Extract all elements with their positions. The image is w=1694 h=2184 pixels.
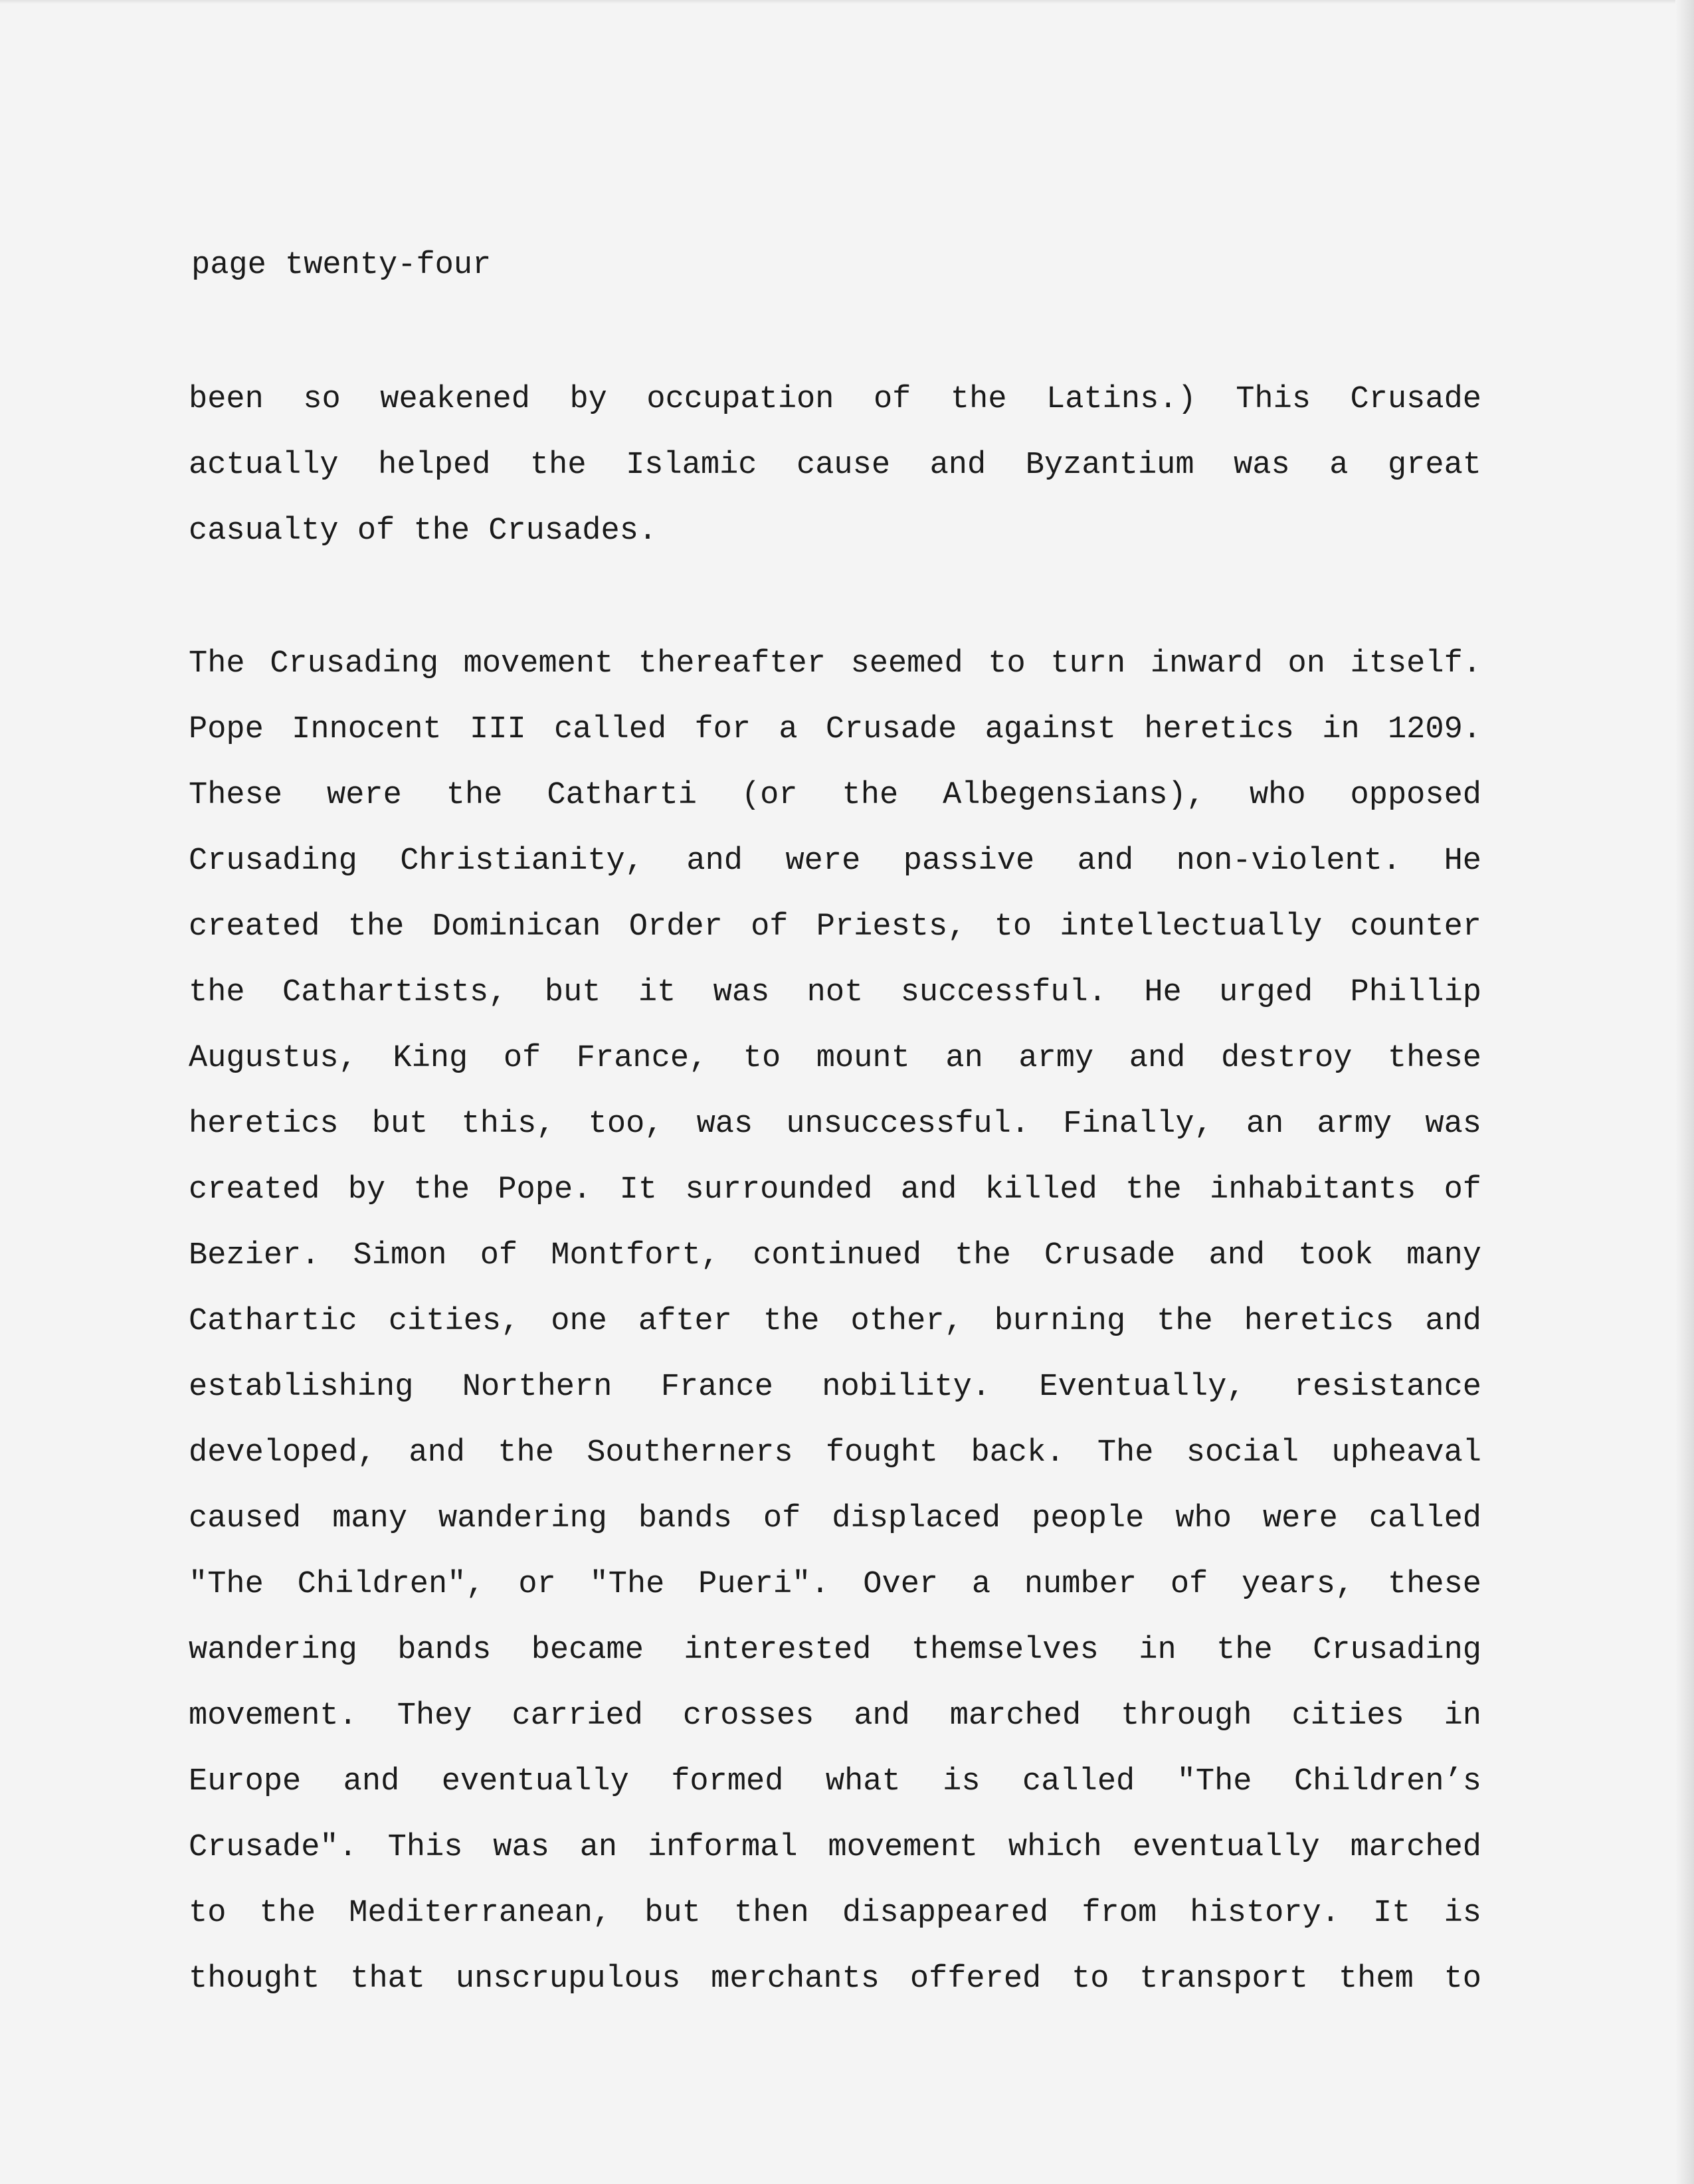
text-line: The Crusading movement thereafter seemed to turn inward on itself. xyxy=(189,646,1481,682)
text-line: developed, and the Southerners fought back. The social upheaval xyxy=(189,1435,1481,1471)
text-line: the Cathartists, but it was not successful. He urged Phillip xyxy=(189,975,1481,1010)
text-line: establishing Northern France nobility. Eventually, resistance xyxy=(189,1370,1481,1405)
text-line: Pope Innocent III called for a Crusade against heretics in 1209. xyxy=(189,712,1481,747)
page-right-edge xyxy=(1675,0,1694,2184)
text-line: heretics but this, too, was unsuccessful. Finally, an army was xyxy=(189,1107,1481,1142)
paragraph-2 xyxy=(189,631,1481,2012)
text-line: actually helped the Islamic cause and Byzantium was a great xyxy=(189,448,1481,483)
page-top-edge xyxy=(0,0,1694,4)
text-line: to the Mediterranean, but then disappeared from history. It is xyxy=(189,1896,1481,1931)
text-line: been so weakened by occupation of the Latins.) This Crusade xyxy=(189,382,1481,417)
text-line: Augustus, King of France, to mount an army and destroy these xyxy=(189,1041,1481,1076)
page-number-label: page twenty-four xyxy=(191,248,492,283)
text-line: Crusade". This was an informal movement which eventually marched xyxy=(189,1830,1481,1865)
text-line: thought that unscrupulous merchants offered to transport them to xyxy=(189,1961,1481,1997)
paragraph-1 xyxy=(189,367,1481,564)
text-line: movement. They carried crosses and marched through cities in xyxy=(189,1698,1481,1734)
text-line: Europe and eventually formed what is called "The Children’s xyxy=(189,1764,1481,1799)
text-line: created by the Pope. It surrounded and killed the inhabitants of xyxy=(189,1172,1481,1208)
text-line: These were the Catharti (or the Albegensians), who opposed xyxy=(189,778,1481,813)
text-line: Bezier. Simon of Montfort, continued the Crusade and took many xyxy=(189,1238,1481,1273)
text-line: casualty of the Crusades. xyxy=(189,513,658,549)
text-line: Crusading Christianity, and were passive and non-violent. He xyxy=(189,844,1481,879)
text-line: "The Children", or "The Pueri". Over a number of years, these xyxy=(189,1567,1481,1602)
text-line: wandering bands became interested themselves in the Crusading xyxy=(189,1633,1481,1668)
text-line: caused many wandering bands of displaced people who were called xyxy=(189,1501,1481,1536)
text-line: created the Dominican Order of Priests, to intellectually counter xyxy=(189,909,1481,945)
text-line: Cathartic cities, one after the other, burning the heretics and xyxy=(189,1304,1481,1339)
